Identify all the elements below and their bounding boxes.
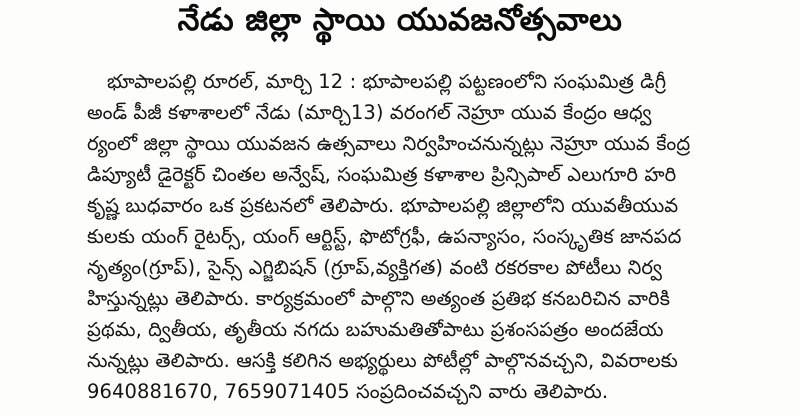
article-line: హిస్తున్నట్లు తెలిపారు. కార్యక్రమంలో పాల్గొని అత్యంత ప్రతిభ కనబరిచిన వారికి — [87, 287, 670, 310]
article-line: నృత్యం(గ్రూప్), సైన్స్ ఎగ్జిబిషన్ (గ్రూప్,వ్యక్తిగత) వంటి రకరకాల పోటీలు నిర్వ — [87, 256, 663, 279]
article-line: 9640881670, 7659071405 సంప్రదించవచ్చని వారు తెలిపారు. — [87, 380, 609, 403]
article-line: ర్యంలో జిల్లా స్థాయి యువజన ఉత్సవాలు నిర్వహించనున్నట్లు నెహ్రూ యువ కేంద్ర — [87, 132, 691, 155]
article-line: ప్రథమ, ద్వితీయ, తృతీయ నగదు బహుమతితోపాటు ప్రశంసపత్రం అందజేయ — [87, 318, 664, 341]
article-line: డిప్యూటీ డైరెక్టర్ చింతల అన్వేష్, సంఘమిత్ర కళాశాల ప్రిన్సిపాల్ ఎలుగూరి హరి — [87, 163, 677, 186]
article-line: కులకు యంగ్ రైటర్స్, యంగ్ ఆర్టిస్ట్, ఫొటోగ్రఫీ, ఉపన్యాసం, సంస్కృతిక జానపద — [87, 225, 682, 248]
article-line: కృష్ణ బుధవారం ఒక ప్రకటనలో తెలిపారు. భూపాలపల్లి జిల్లాలోని యువతీయువ — [87, 194, 679, 217]
headline: నేడు జిల్లా స్థాయి యువజనోత్సవాలు — [177, 2, 623, 38]
article-line: అండ్ పీజీ కళాశాలలో నేడు (మార్చి13) వరంగల్ నెహ్రూ యువ కేంద్రం ఆధ్వ — [87, 101, 652, 124]
article-line: భూపాలపల్లి రూరల్, మార్చి 12 : భూపాలపల్లి పట్టణంలోని సంఘమిత్ర డిగ్రీ — [107, 70, 667, 93]
article-line: నున్నట్లు తెలిపారు. ఆసక్తి కలిగిన అభ్యర్థులు పోటీల్లో పాల్గొనవచ్చని, వివరాలకు — [87, 349, 678, 372]
article-body — [87, 66, 787, 407]
